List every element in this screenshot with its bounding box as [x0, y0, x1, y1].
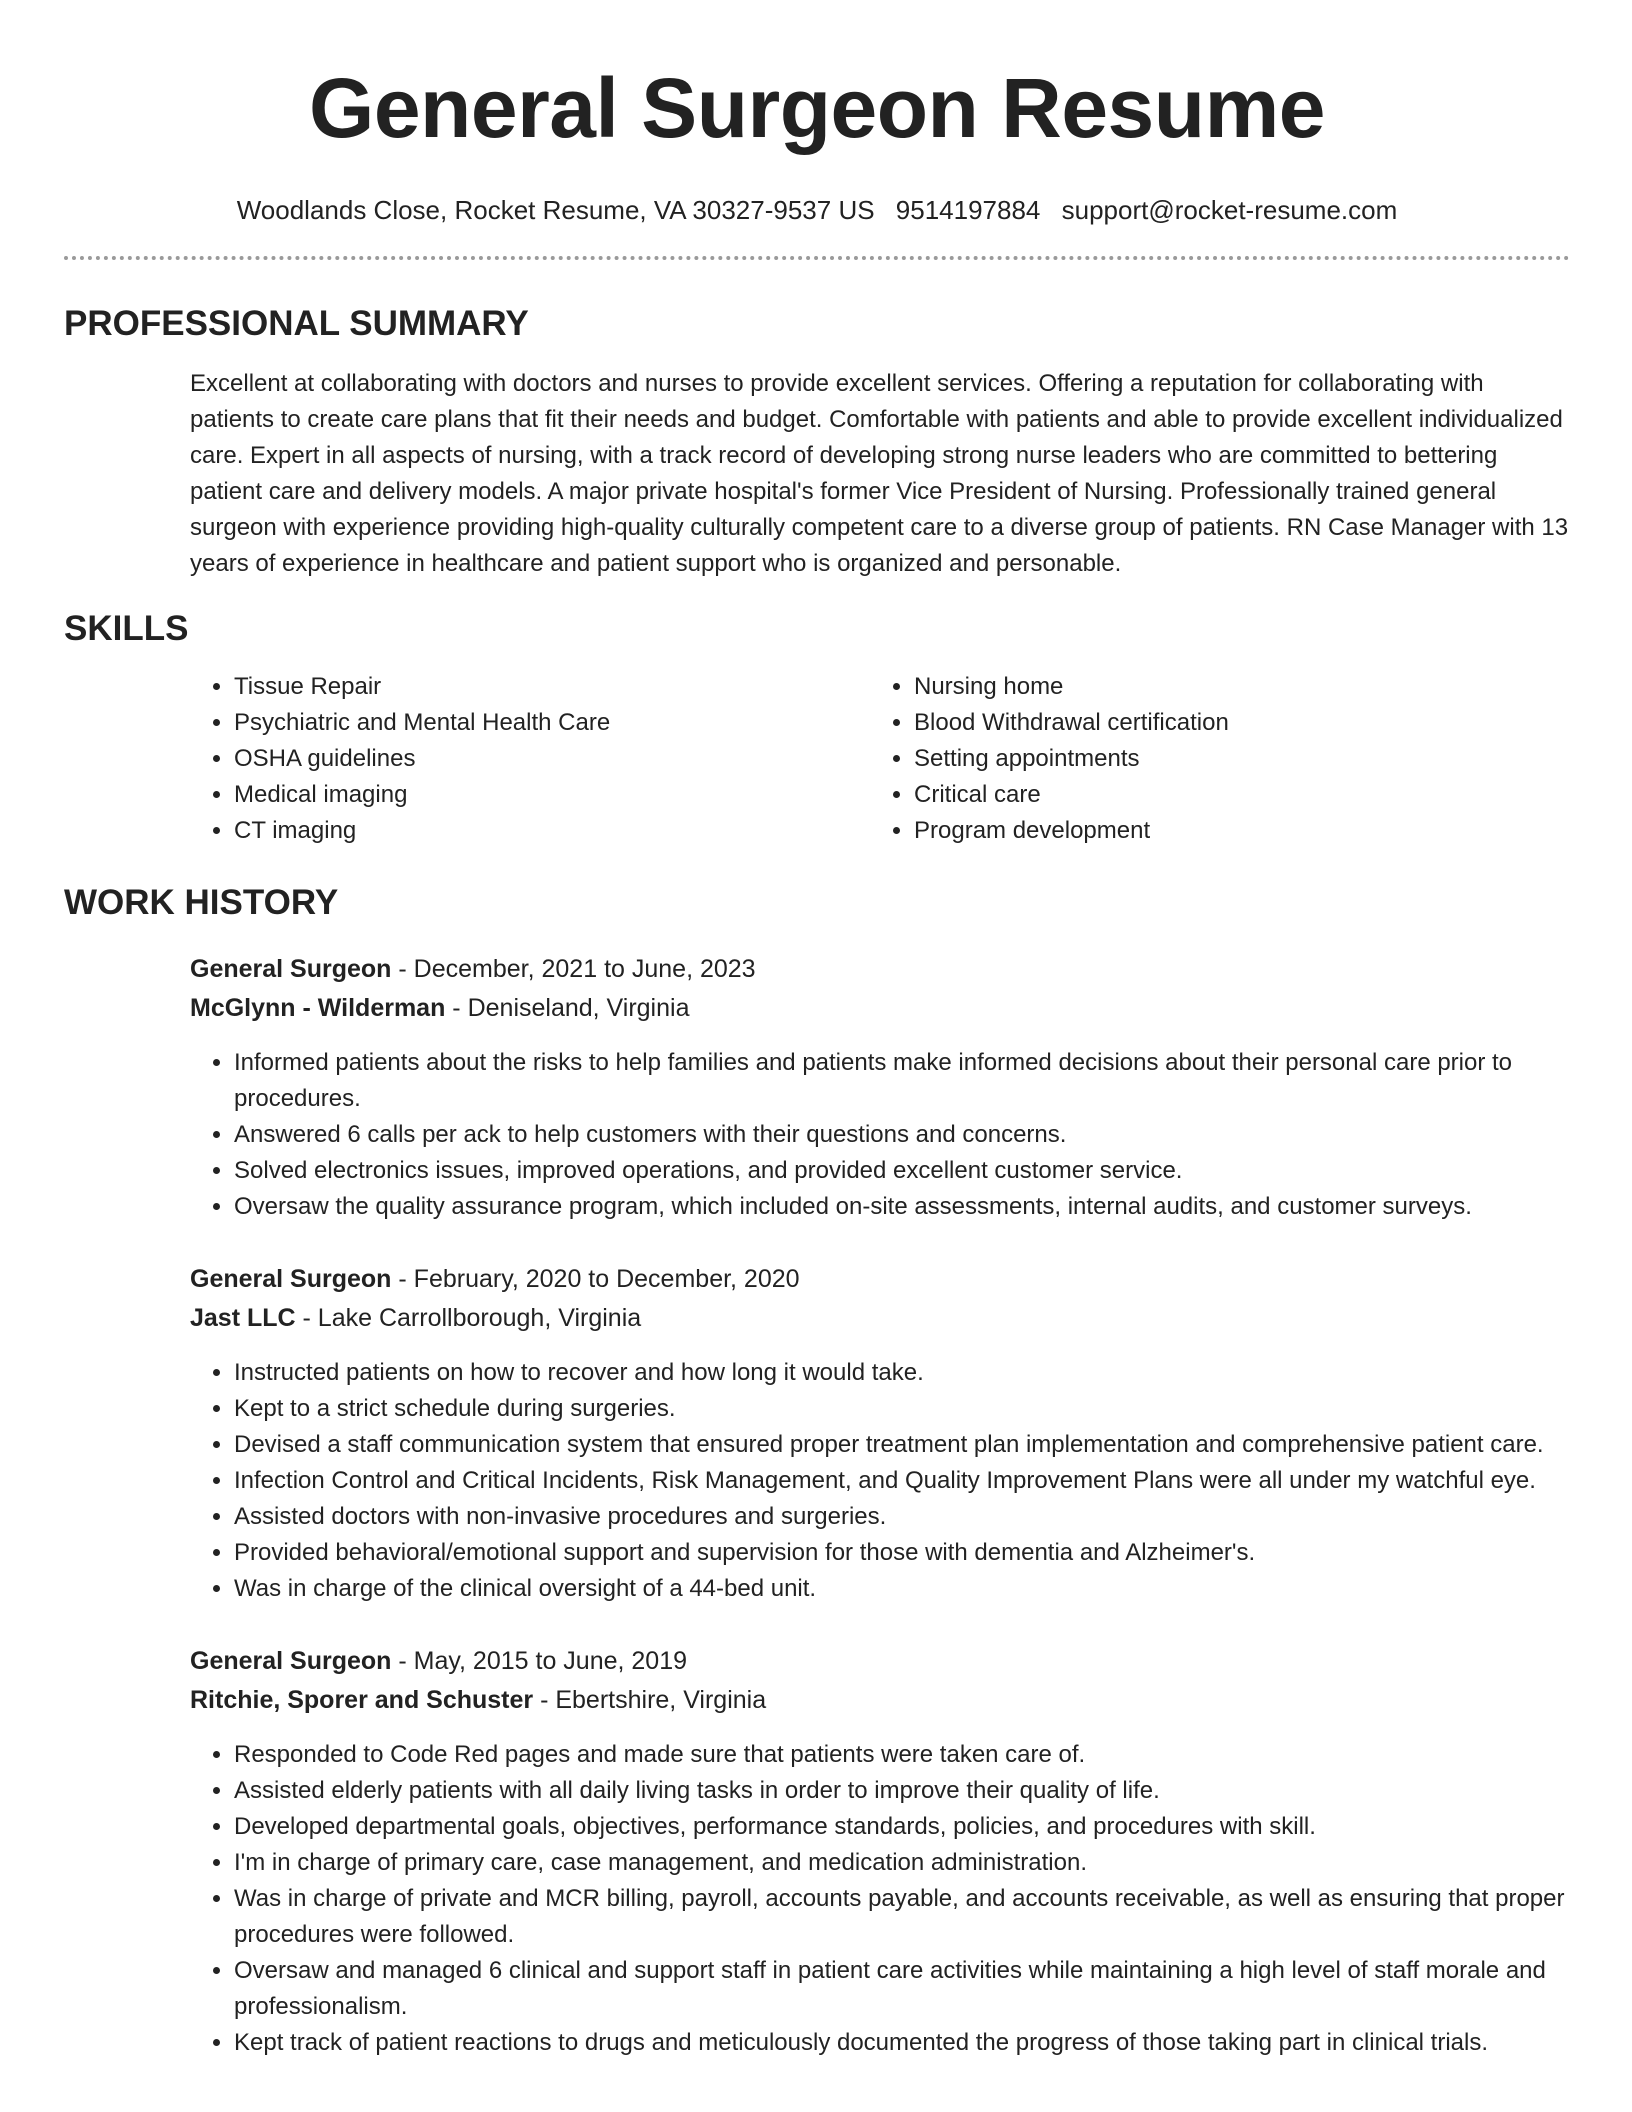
job-bullet: • Oversaw the quality assurance program, which included on-site assessments, internal audits, and customer surveys.: [234, 1189, 1570, 1225]
job-dates: - February, 2020 to December, 2020: [391, 1265, 800, 1293]
job-dates: - December, 2021 to June, 2023: [391, 955, 756, 983]
contact-phone: 9514197884: [895, 195, 1041, 225]
job-bullets: [190, 1737, 1570, 2061]
job-company-line: [190, 989, 1570, 1028]
skills-heading: SKILLS: [64, 609, 189, 648]
contact-info: [64, 194, 1570, 226]
skill-item: • CT imaging: [234, 813, 870, 849]
header-divider: [64, 256, 1570, 260]
job-bullet: • I'm in charge of primary care, case management, and medication administration.: [234, 1845, 1570, 1881]
job-bullet: • Informed patients about the risks to help families and patients make informed decisions about their personal care prior to procedures.: [234, 1045, 1570, 1117]
work-history-heading: WORK HISTORY: [64, 883, 339, 922]
skill-item: • Setting appointments: [914, 741, 1550, 777]
skill-item: • Nursing home: [914, 669, 1550, 705]
skill-item: • Psychiatric and Mental Health Care: [234, 705, 870, 741]
job-location: - Deniseland, Virginia: [445, 994, 690, 1022]
skill-item: • OSHA guidelines: [234, 741, 870, 777]
job-bullet: • Assisted doctors with non-invasive procedures and surgeries.: [234, 1499, 1570, 1535]
job-bullet: • Kept track of patient reactions to drugs and meticulously documented the progress of those taking part in clinical trials.: [234, 2025, 1570, 2061]
job-title-line: [190, 1642, 1570, 1681]
job-bullets: [190, 1355, 1570, 1607]
contact-email: support@rocket-resume.com: [1061, 195, 1398, 225]
job-dates: - May, 2015 to June, 2019: [391, 1647, 688, 1675]
job-bullet: • Oversaw and managed 6 clinical and support staff in patient care activities while maintaining a high level of staff morale and professionalism.: [234, 1953, 1570, 2025]
job-bullet: • Was in charge of the clinical oversight of a 44-bed unit.: [234, 1571, 1570, 1607]
job-entry: [190, 950, 1570, 1225]
job-title-line: [190, 1260, 1570, 1299]
job-location: - Ebertshire, Virginia: [533, 1686, 767, 1714]
job-entry: [190, 1260, 1570, 1607]
job-bullet: • Was in charge of private and MCR billing, payroll, accounts payable, and accounts receivable, as well as ensuring that proper procedures were followed.: [234, 1881, 1570, 1953]
job-bullet: • Kept to a strict schedule during surgeries.: [234, 1391, 1570, 1427]
job-bullet: • Infection Control and Critical Incidents, Risk Management, and Quality Improvement Plans were all under my watchful eye.: [234, 1463, 1570, 1499]
skill-item: • Medical imaging: [234, 777, 870, 813]
job-title-line: [190, 950, 1570, 989]
job-title: General Surgeon: [190, 1265, 392, 1293]
job-company: McGlynn - Wilderman: [190, 994, 446, 1022]
job-bullet: • Instructed patients on how to recover and how long it would take.: [234, 1355, 1570, 1391]
summary-heading: PROFESSIONAL SUMMARY: [64, 304, 529, 343]
job-bullets: [190, 1045, 1570, 1225]
job-company-line: [190, 1681, 1570, 1720]
job-bullet: • Answered 6 calls per ack to help customers with their questions and concerns.: [234, 1117, 1570, 1153]
job-company: Ritchie, Sporer and Schuster: [190, 1686, 534, 1714]
skills-column-right: [870, 669, 1550, 849]
skills-list: [190, 669, 1570, 849]
job-location: - Lake Carrollborough, Virginia: [295, 1304, 642, 1332]
resume-page: [64, 0, 1570, 2061]
skills-column-left: [190, 669, 870, 849]
skill-item: • Blood Withdrawal certification: [914, 705, 1550, 741]
skill-item: • Critical care: [914, 777, 1550, 813]
job-bullet: • Devised a staff communication system that ensured proper treatment plan implementation and comprehensive patient care.: [234, 1427, 1570, 1463]
job-bullet: • Assisted elderly patients with all daily living tasks in order to improve their quality of life.: [234, 1773, 1570, 1809]
summary-text: Excellent at collaborating with doctors and nurses to provide excellent services. Offering a reputation for collaborating with patients to create care plans that fit their needs and budget. Comfortable with patients and able to provide excellent individualized care. Expert in all aspects of nursing, with a track record of developing strong nurse leaders who are committed to bettering patient care and delivery models. A major private hospital's former Vice President of Nursing. Professionally trained general surgeon with experience providing high-quality culturally competent care to a diverse group of patients. RN Case Manager with 13 years of experience in healthcare and patient support who is organized and personable.: [190, 370, 1569, 577]
page-title: General Surgeon Resume: [309, 61, 1325, 155]
job-bullet: • Solved electronics issues, improved operations, and provided excellent customer service.: [234, 1153, 1570, 1189]
contact-address: Woodlands Close, Rocket Resume, VA 30327-9537 US: [236, 195, 875, 225]
job-bullet: • Responded to Code Red pages and made sure that patients were taken care of.: [234, 1737, 1570, 1773]
job-company: Jast LLC: [190, 1304, 296, 1332]
job-entry: [190, 1642, 1570, 2061]
job-company-line: [190, 1299, 1570, 1338]
job-bullet: • Provided behavioral/emotional support and supervision for those with dementia and Alzheimer's.: [234, 1535, 1570, 1571]
job-bullet: • Developed departmental goals, objectives, performance standards, policies, and procedures with skill.: [234, 1809, 1570, 1845]
job-title: General Surgeon: [190, 1647, 392, 1675]
skill-item: • Tissue Repair: [234, 669, 870, 705]
skill-item: • Program development: [914, 813, 1550, 849]
job-title: General Surgeon: [190, 955, 392, 983]
